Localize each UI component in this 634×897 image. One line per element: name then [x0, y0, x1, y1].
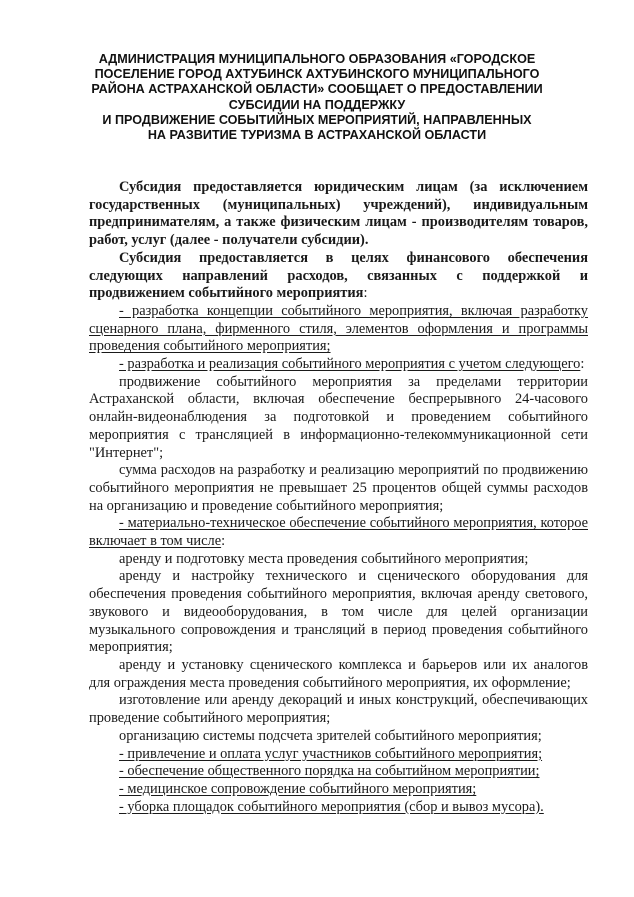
document-title	[60, 52, 574, 143]
document-body	[89, 179, 588, 816]
purpose-colon: :	[363, 285, 368, 302]
subitem-counting: организацию системы подсчета зрителей событийного мероприятия;	[119, 727, 542, 744]
item-text: - разработка и реализация событийного мероприятия с учетом следующего	[119, 356, 581, 373]
subitem-expense-limit: сумма расходов на разработку и реализацию мероприятий по продвижению событийного мероприятия не превышает 25 процентов общей суммы расходов на организацию и проведение событийного мероприятия;	[89, 462, 588, 514]
list-item-public-order	[89, 763, 588, 781]
title-line: НА РАЗВИТИЕ ТУРИЗМА В АСТРАХАНСКОЙ ОБЛАСТИ	[147, 128, 487, 143]
list-item-medical	[89, 781, 588, 799]
item-text: - уборка площадок событийного мероприятия (сбор и вывоз мусора).	[119, 798, 544, 815]
title-line: СУБСИДИИ НА ПОДДЕРЖКУ	[228, 97, 406, 112]
subitem-stage: аренду и установку сценического комплекса и барьеров или их аналогов для ограждения места проведения событийного мероприятия, их оформление;	[89, 656, 588, 691]
title-line: И ПРОДВИЖЕНИЕ СОБЫТИЙНЫХ МЕРОПРИЯТИЙ, НАПРАВЛЕННЫХ	[102, 112, 532, 127]
title-line: АДМИНИСТРАЦИЯ МУНИЦИПАЛЬНОГО ОБРАЗОВАНИЯ «ГОРОДСКОЕ	[98, 52, 536, 66]
item-colon: :	[221, 533, 226, 550]
subitem-promotion: продвижение событийного мероприятия за пределами территории Астраханской области, включая обеспечение беспрерывного 24-часового онлайн-видеонаблюдения за подготовкой и проведением событийного мероприятия с трансляцией в информационно-телекоммуникационной сети "Интернет";	[89, 373, 588, 461]
list-item-cleaning	[89, 799, 588, 817]
item-text: - разработка концепции событийного мероприятия, включая разработку сценарного плана, фирменного стиля, элементов оформления и программы проведения событийного мероприятия;	[89, 302, 588, 355]
subitem-venue: аренду и подготовку места проведения событийного мероприятия;	[119, 550, 529, 567]
list-item-logistics	[89, 515, 588, 550]
paragraph-purpose	[89, 250, 588, 303]
item-text: - материально-техническое обеспечение событийного мероприятия, которое включает в том числе	[89, 515, 588, 550]
paragraph-recipients: Субсидия предоставляется юридическим лицам (за исключением государственных (муниципальных) учреждений), индивидуальным предпринимателям, а также физическим лицам - производителям товаров, работ, услуг (далее - получатели субсидии).	[89, 179, 588, 249]
title-line: РАЙОНА АСТРАХАНСКОЙ ОБЛАСТИ» СООБЩАЕТ О ПРЕДОСТАВЛЕНИИ	[91, 82, 543, 97]
subitem-equipment: аренду и настройку технического и сценического оборудования для обеспечения проведения событийного мероприятия, включая аренду светового, звукового и видеооборудования, в том числе для целей организации музыкального сопровождения и трансляций в период проведения событийного мероприятия;	[89, 568, 588, 656]
item-text: - медицинское сопровождение событийного мероприятия;	[119, 780, 477, 797]
item-text: - обеспечение общественного порядка на событийном мероприятии;	[119, 763, 540, 780]
subitem-decorations: изготовление или аренду декораций и иных конструкций, обеспечивающих проведение событийного мероприятия;	[89, 692, 588, 727]
list-item-development	[89, 356, 588, 374]
item-colon: :	[580, 356, 585, 373]
list-item-concept	[89, 303, 588, 356]
purpose-text: Субсидия предоставляется в целях финансового обеспечения следующих направлений расходов, связанных с поддержкой и продвижением событийного мероприятия	[89, 249, 588, 302]
item-text: - привлечение и оплата услуг участников событийного мероприятия;	[119, 745, 543, 762]
title-line: ПОСЕЛЕНИЕ ГОРОД АХТУБИНСК АХТУБИНСКОГО МУНИЦИПАЛЬНОГО	[94, 67, 540, 82]
list-item-participants	[89, 746, 588, 764]
